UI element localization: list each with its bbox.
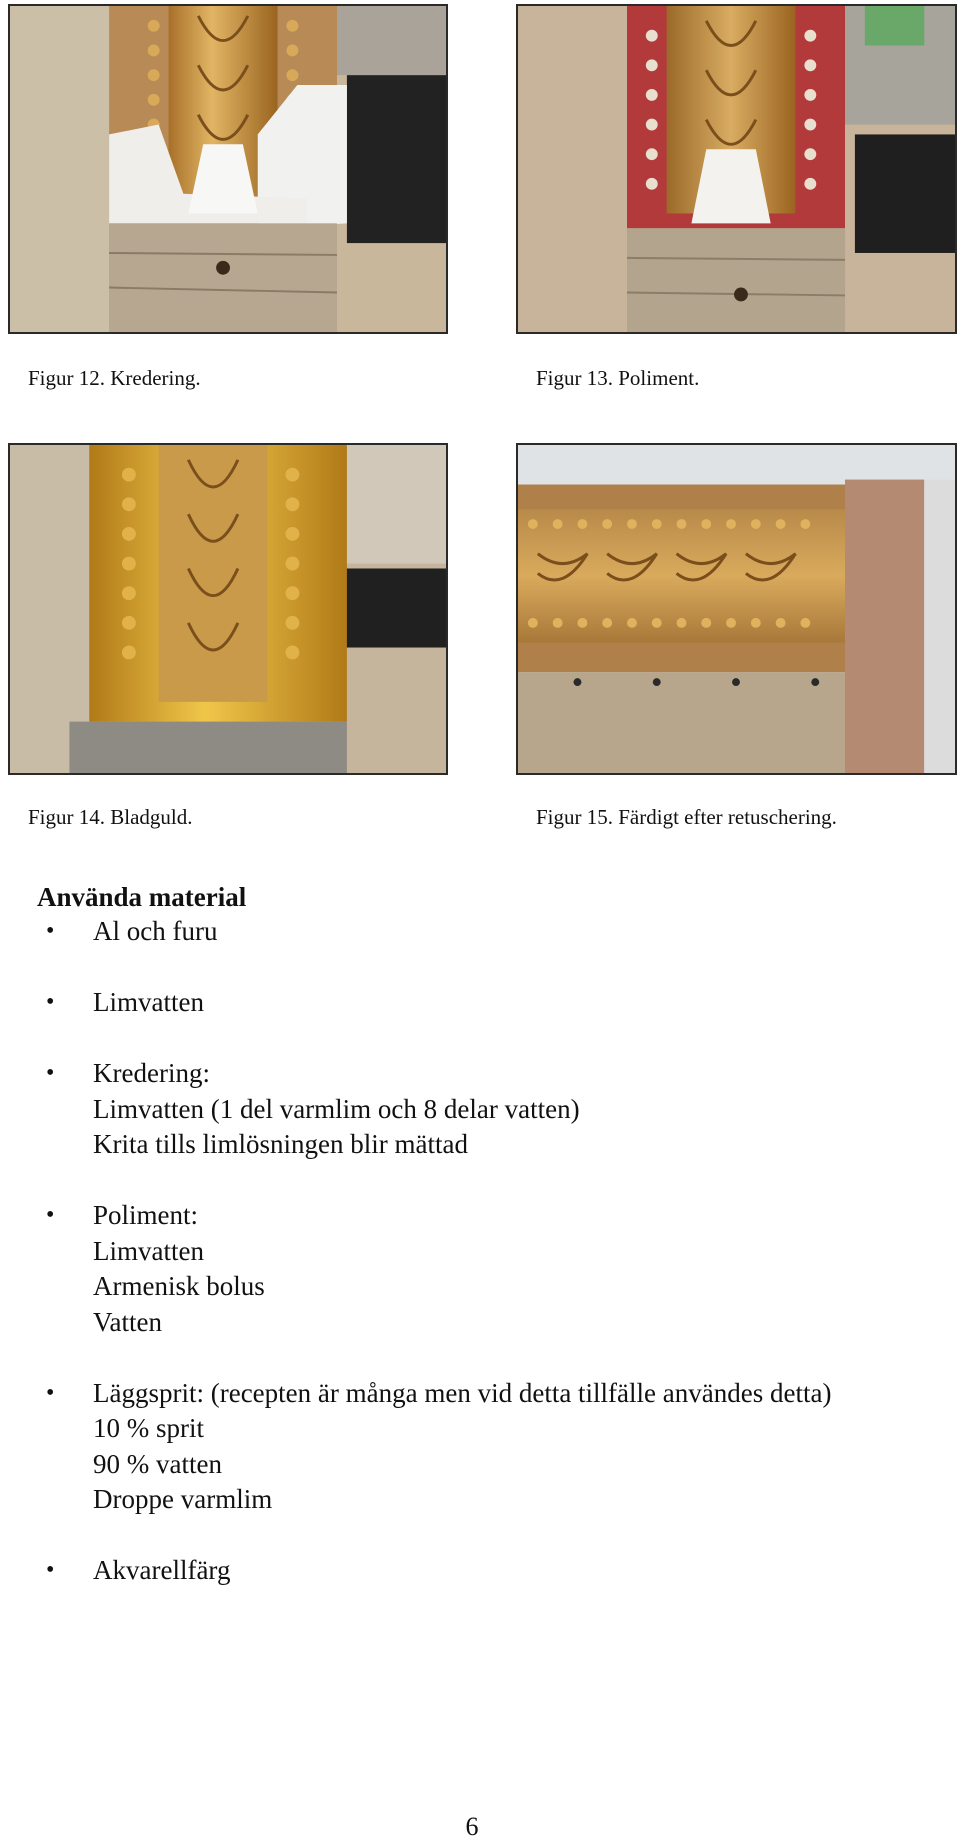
- list-item-line: • Akvarellfärg: [93, 1555, 231, 1585]
- list-item-line: • Al och furu: [93, 916, 218, 946]
- page-number: 6: [465, 1812, 479, 1841]
- list-item-line: Armenisk bolus: [93, 1271, 265, 1301]
- list-item-line: • Kredering:: [93, 1058, 210, 1088]
- figure-13-caption: Figur 13. Poliment.: [536, 366, 700, 390]
- materials-section: [37, 880, 937, 1624]
- materials-list: [37, 914, 937, 1589]
- list-item: [37, 914, 937, 950]
- figure-14-caption: Figur 14. Bladguld.: [28, 805, 193, 829]
- list-item: [37, 1376, 937, 1518]
- list-item-line: • Läggsprit: (recepten är många men vid detta tillfälle användes detta): [93, 1377, 832, 1408]
- list-item: [37, 1056, 937, 1163]
- list-item-line: • Limvatten: [93, 987, 204, 1017]
- figure-14-photo: [8, 443, 448, 775]
- list-item: [37, 1553, 937, 1589]
- list-item-line: Limvatten (1 del varmlim och 8 delar vatten): [93, 1093, 580, 1124]
- list-item: [37, 1198, 937, 1340]
- figure-12-photo: [8, 4, 448, 334]
- list-item-line: Limvatten: [93, 1235, 204, 1266]
- list-item: [37, 985, 937, 1021]
- list-item-line: • Poliment:: [93, 1200, 199, 1230]
- list-item-line: 10 % sprit: [93, 1413, 204, 1443]
- figure-13-photo: [516, 4, 957, 334]
- figure-15-photo: [516, 443, 957, 775]
- materials-heading: Använda material: [37, 882, 247, 912]
- figure-15-caption: Figur 15. Färdigt efter retuschering.: [536, 805, 837, 829]
- list-item-line: Droppe varmlim: [93, 1484, 273, 1514]
- list-item-line: 90 % vatten: [93, 1448, 222, 1479]
- list-item-line: Vatten: [93, 1306, 162, 1337]
- list-item-line: Krita tills limlösningen blir mättad: [93, 1129, 468, 1159]
- figure-12-caption: Figur 12. Kredering.: [28, 366, 201, 390]
